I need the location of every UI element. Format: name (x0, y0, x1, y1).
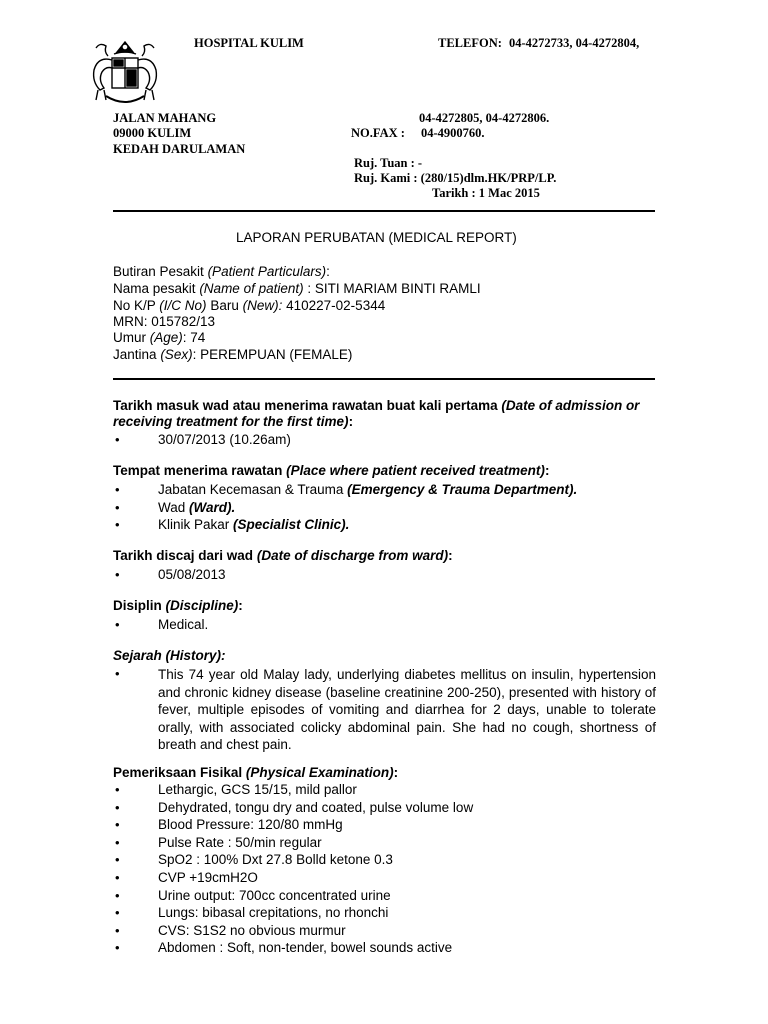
list-item: • Abdomen : Soft, non-tender, bowel sounds active (113, 939, 658, 957)
admission-heading: Tarikh masuk wad atau menerima rawatan buat kali pertama (Date of admission or (113, 398, 640, 413)
list-item: • Lungs: bibasal crepitations, no rhonchi (113, 904, 658, 922)
examination-list (113, 781, 658, 957)
fax-number: 04-4900760. (421, 126, 485, 140)
patient-mrn-line: MRN: 015782/13 (113, 314, 216, 329)
ruj-kami: Ruj. Kami : (280/15)dlm.HK/PRP/LP. (354, 171, 557, 185)
tarikh-date: Tarikh : 1 Mac 2015 (432, 186, 540, 200)
patient-ic-line: No K/P (I/C No) Baru (New): 410227-02-5344 (113, 298, 386, 313)
report-title: LAPORAN PERUBATAN (MEDICAL REPORT) (236, 230, 517, 245)
patient-particulars-heading: Butiran Pesakit (Patient Particulars): (113, 264, 330, 279)
discharge-list (113, 566, 658, 584)
patient-age-line: Umur (Age): 74 (113, 330, 206, 345)
examination-heading: Pemeriksaan Fisikal (Physical Examination): (113, 765, 399, 780)
treatment-place-list (113, 481, 658, 534)
list-item: • Blood Pressure: 120/80 mmHg (113, 816, 658, 834)
bullet-icon: • (115, 666, 120, 681)
list-item: • Lethargic, GCS 15/15, mild pallor (113, 781, 658, 799)
address-line1: JALAN MAHANG (113, 111, 217, 125)
list-item: • Medical. (113, 616, 658, 634)
patient-name-line: Nama pesakit (Name of patient) : SITI MARIAM BINTI RAMLI (113, 281, 481, 296)
admission-heading-cont: receiving treatment for the first time): (113, 414, 354, 429)
history-heading: Sejarah (History): (113, 648, 226, 663)
list-item: • CVP +19cmH2O (113, 869, 658, 887)
list-item: • 05/08/2013 (113, 566, 658, 584)
list-item: • CVS: S1S2 no obvious murmur (113, 922, 658, 940)
address-line2: 09000 KULIM (113, 126, 192, 140)
list-item: • Pulse Rate : 50/min regular (113, 834, 658, 852)
admission-list (113, 431, 658, 449)
telefon-numbers-line2: 04-4272805, 04-4272806. (419, 111, 550, 125)
patient-divider (113, 378, 655, 380)
header-divider (113, 210, 655, 212)
list-item: • Urine output: 700cc concentrated urine (113, 887, 658, 905)
discipline-list (113, 616, 658, 634)
address-line3: KEDAH DARULAMAN (113, 142, 246, 156)
patient-sex-line: Jantina (Sex): PEREMPUAN (FEMALE) (113, 347, 353, 362)
telefon-label: TELEFON: (438, 36, 502, 50)
list-item: • SpO2 : 100% Dxt 27.8 Bolld ketone 0.3 (113, 851, 658, 869)
history-text: This 74 year old Malay lady, underlying diabetes mellitus on insulin, hypertension and chronic kidney disease (baseline creatinine 200-250), presented with history of fever, multiple episodes of vomiting and diarrhea for 2 days, unable to tolerate orally, with associated colicky abdominal pain. She had no cough, shortness of breath and chest pain. (158, 667, 656, 753)
discipline-heading: Disiplin (Discipline): (113, 598, 243, 613)
ruj-tuan: Ruj. Tuan : - (354, 156, 423, 170)
fax-label: NO.FAX : (351, 126, 405, 140)
list-item: • Klinik Pakar (Specialist Clinic). (113, 516, 658, 534)
treatment-place-heading: Tempat menerima rawatan (Place where patient received treatment): (113, 463, 550, 478)
list-item: • 30/07/2013 (10.26am) (113, 431, 658, 449)
list-item: • Jabatan Kecemasan & Trauma (Emergency & Trauma Department). (113, 481, 658, 499)
telefon-numbers-line1: 04-4272733, 04-4272804, (509, 36, 640, 50)
coat-of-arms-icon (84, 38, 166, 112)
list-item: • Dehydrated, tongu dry and coated, pulse volume low (113, 799, 658, 817)
hospital-name: HOSPITAL KULIM (194, 36, 304, 50)
discharge-heading: Tarikh discaj dari wad (Date of discharge from ward): (113, 548, 453, 563)
list-item: • Wad (Ward). (113, 499, 658, 517)
